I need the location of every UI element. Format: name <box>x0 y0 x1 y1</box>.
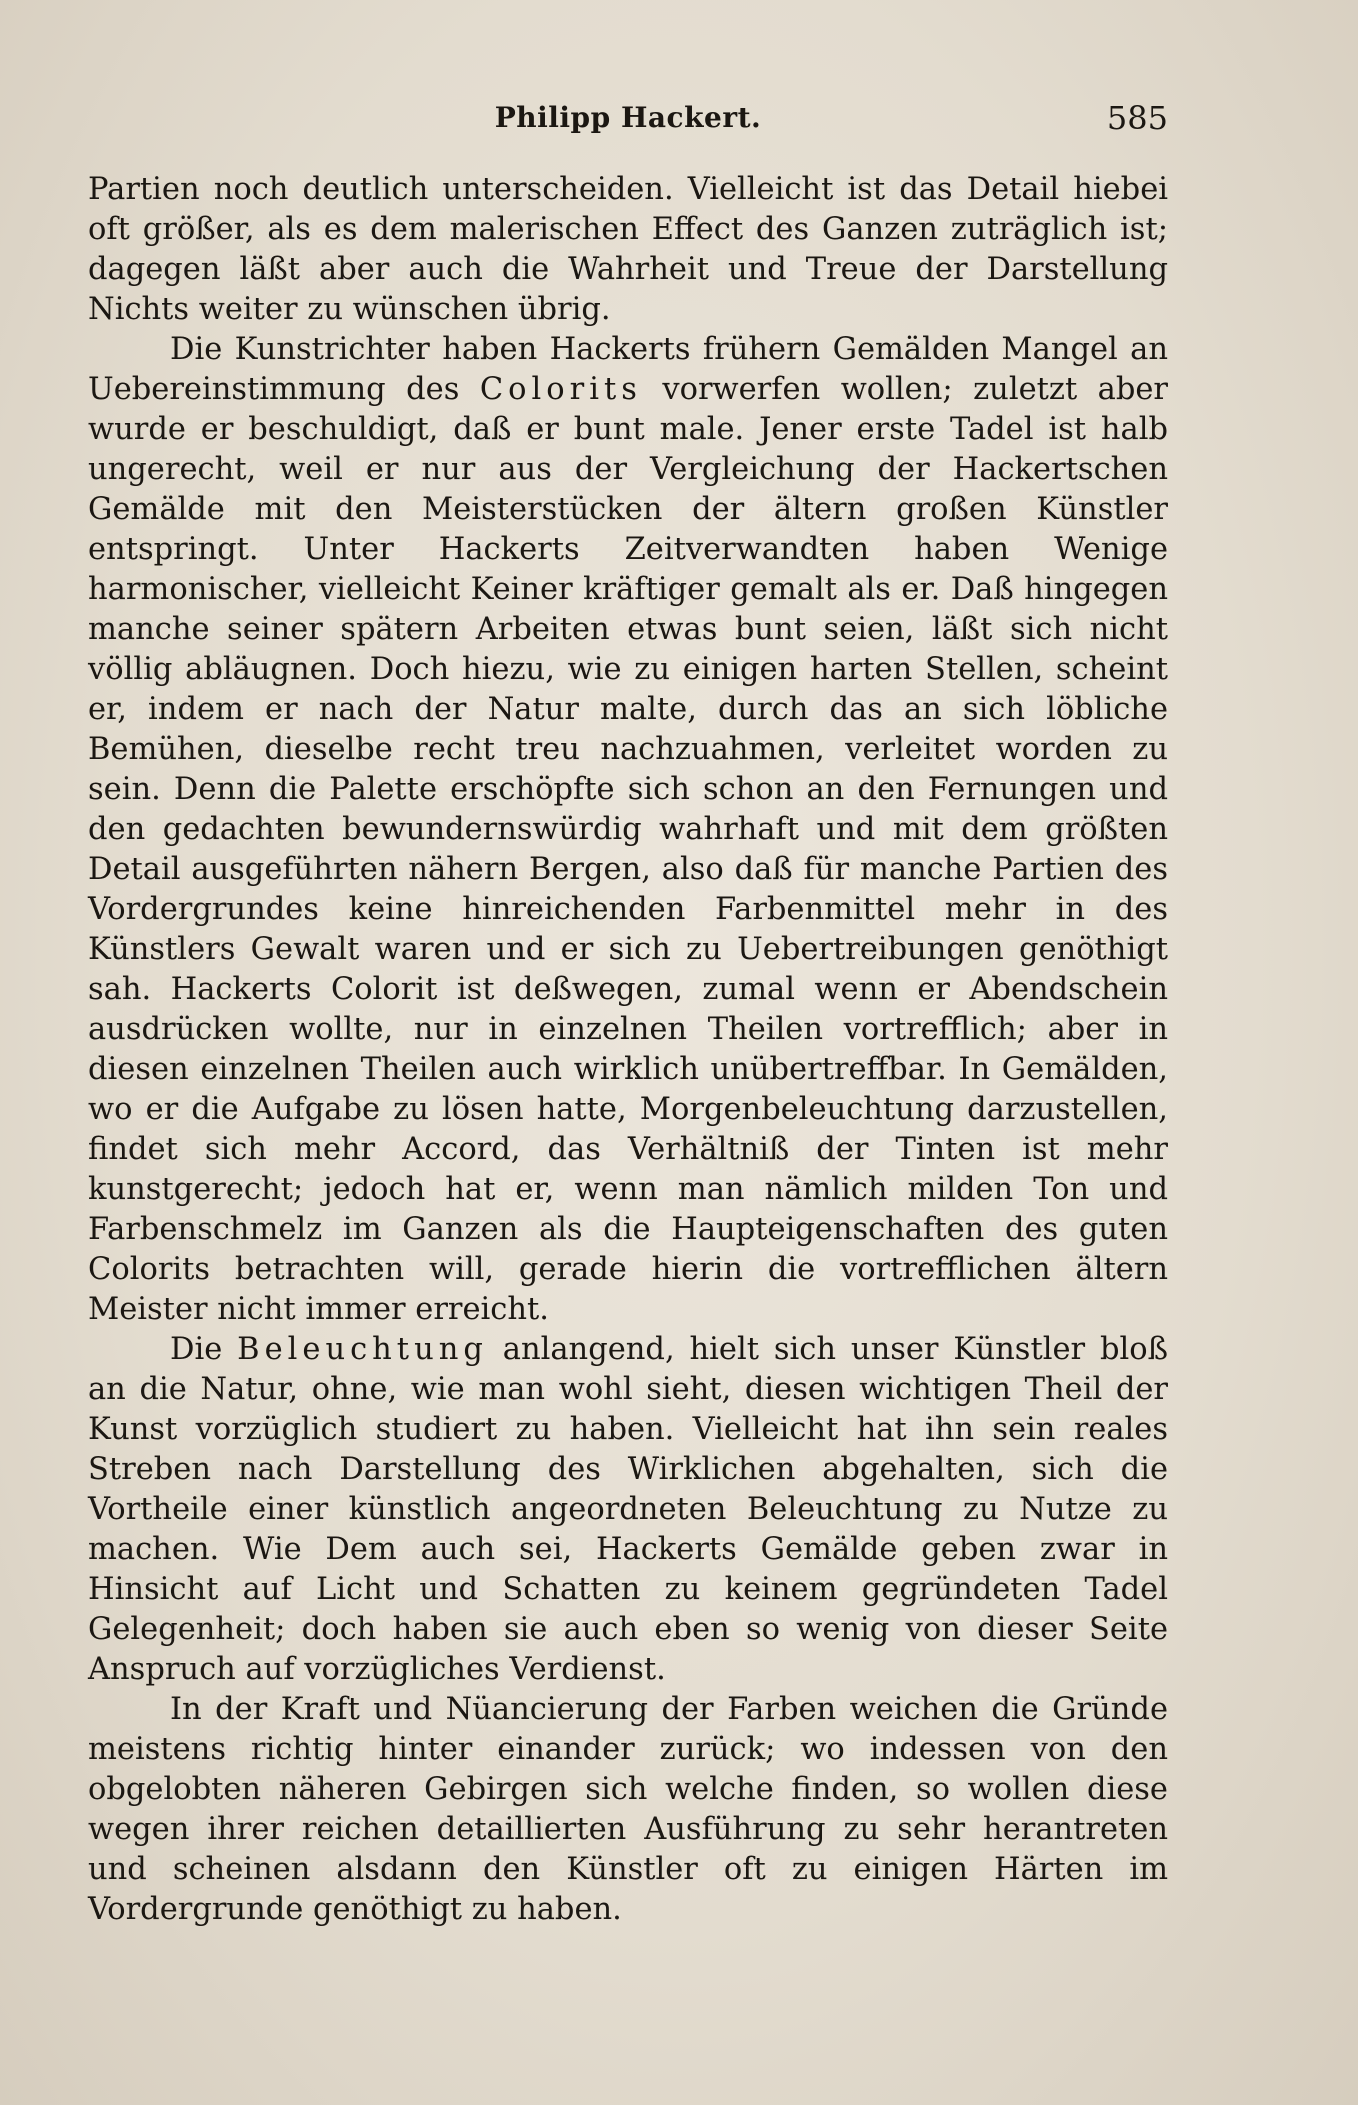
paragraph-2-rest: vorwerfen wollen; zuletzt aber wurde er beschuldigt, daß er bunt male. Jener erste Tadel ist halb ungerecht, weil er nur aus der Vergleichung der Hackertschen Gemälde mit den Meisterstücken der ältern großen Künstler entspringt. Unter Hackerts Zeitverwandten haben Wenige harmonischer, vielleicht Keiner kräftiger gemalt als er. Daß hingegen manche seiner spätern Arbeiten etwas bunt seien, läßt sich nicht völlig abläugnen. Doch hiezu, wie zu einigen harten Stellen, scheint er, indem er nach der Natur malte, durch das an sich löbliche Bemühen, dieselbe recht treu nachzuahmen, verleitet worden zu sein. Denn die Palette erschöpfte sich schon an den Fernungen und den gedachten bewundernswürdig wahrhaft und mit dem größten Detail ausgeführten nähern Bergen, also daß für manche Partien des Vordergrundes keine hinreichenden Farbenmittel mehr in des Künstlers Gewalt waren und er sich zu Uebertreibungen genöthigt sah. Hackerts Colorit ist deßwegen, zumal wenn er Abendschein ausdrücken wollte, nur in einzelnen Theilen vortrefflich; aber in diesen einzelnen Theilen auch wirklich unübertreffbar. In Gemälden, wo er die Aufgabe zu lösen hatte, Morgenbeleuchtung darzustellen, findet sich mehr Accord, das Verhältniß der Tinten ist mehr kunstgerecht; jedoch hat er, wenn man nämlich milden Ton und Farbenschmelz im Ganzen als die Haupteigenschaften des guten Colorits betrachten will, gerade hierin die vortrefflichen ältern Meister nicht immer erreicht. <box>88 372 1168 1327</box>
paragraph-1: Partien noch deutlich unterscheiden. Vielleicht ist das Detail hiebei oft größer, als es dem malerischen Effect des Ganzen zuträglich ist; dagegen läßt aber auch die Wahrheit und Treue der Darstellung Nichts weiter zu wünschen übrig. <box>88 172 1168 327</box>
running-title: Philipp Hackert. <box>494 101 762 134</box>
paragraph-3-rest: anlangend, hielt sich unser Künstler bloß an die Natur, ohne, wie man wohl sieht, diesen wichtigen Theil der Kunst vorzüglich studiert zu haben. Vielleicht hat ihn sein reales Streben nach Darstellung des Wirklichen abgehalten, sich die Vortheile einer künstlich angeordneten Beleuchtung zu Nutze zu machen. Wie Dem auch sei, Hackerts Gemälde geben zwar in Hinsicht auf Licht und Schatten zu keinem gegründeten Tadel Gelegenheit; doch haben sie auch eben so wenig von dieser Seite Anspruch auf vorzügliches Verdienst. <box>88 1332 1169 1687</box>
paragraph-3-start: Die <box>170 1332 238 1367</box>
running-head <box>88 96 1168 140</box>
paragraph-2 <box>88 330 1168 1330</box>
emphasis-beleuchtung: Beleuchtung <box>237 1332 488 1367</box>
paragraph-2-start: Die Kunstrichter haben Hackerts frühern Gemälden Mangel an Uebereinstimmung des <box>88 332 1168 407</box>
page-number: 585 <box>1106 99 1168 137</box>
paragraph-3 <box>88 1330 1168 1690</box>
emphasis-colorits: Colorits <box>479 372 642 407</box>
paragraph-4: In der Kraft und Nüancierung der Farben weichen die Gründe meistens richtig hinter einander zurück; wo indessen von den obgelobten näheren Gebirgen sich welche finden, so wollen diese wegen ihrer reichen detaillierten Ausführung zu sehr herantreten und scheinen alsdann den Künstler oft zu einigen Härten im Vordergrunde genöthigt zu haben. <box>88 1692 1168 1927</box>
body-text <box>88 170 1168 1930</box>
